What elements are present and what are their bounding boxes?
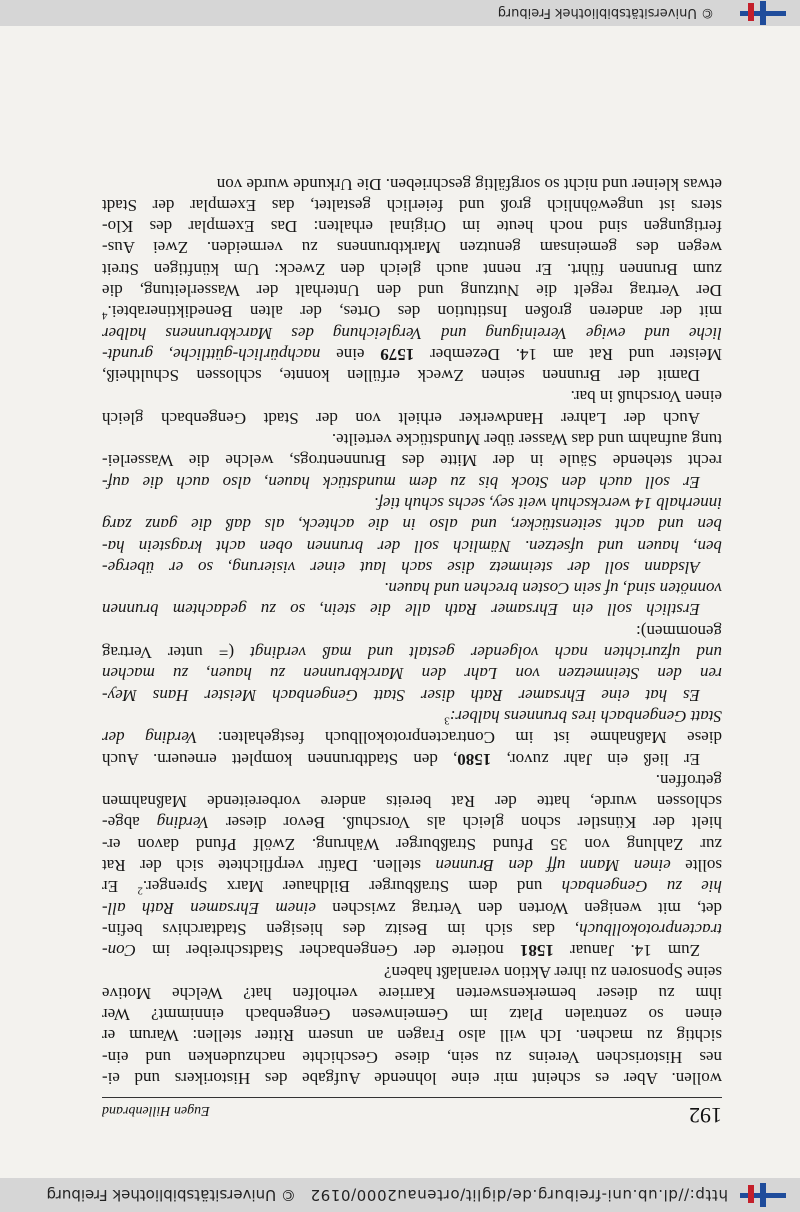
copyright-notice-bottom: © Universitätsbibliothek Freiburg — [497, 5, 714, 21]
text-run: getroffen. — [655, 770, 722, 790]
text-line — [102, 344, 722, 365]
text-run: hielt der Künstler schon gleich als Vorschuß. Bevor dieser — [208, 813, 722, 833]
text-line — [102, 919, 722, 940]
text-run: Er ließ ein Jahr zuvor, — [491, 749, 700, 769]
text-run: tractenprotokollbuch — [579, 919, 722, 939]
text-run: und ufzurichten nach volgender gestalt und maß verdingt — [250, 643, 722, 663]
text-run: einem Ehrsamen Rath all- — [102, 898, 317, 918]
text-line — [102, 408, 722, 429]
text-run: Alsdann soll der steinmetz dise sach laut einer visierung, so er übergе- — [102, 557, 700, 577]
text-run: ren den Steinmetzen von Lahr den Marckbrunnen zu hauen, zu machen — [102, 664, 722, 684]
text-run: Statt Gengenbach ires brunnens halber: — [449, 706, 722, 726]
text-line — [102, 727, 722, 748]
text-run: genommen): — [636, 621, 722, 641]
text-run: Verding — [156, 813, 209, 833]
text-line — [102, 258, 722, 279]
text-run: nachpürlich-güttliche, grundt- — [102, 344, 321, 364]
text-run: hie zu Gengenbach — [561, 877, 722, 897]
running-head: Eugen Hillenbrand — [102, 1103, 210, 1118]
text-run: einen so zentralen Platz im Gemeinwesen Gengenbach einnimmt? Wer — [102, 1005, 722, 1025]
ub-freiburg-logo-icon — [740, 0, 786, 27]
text-line — [102, 961, 722, 982]
text-run: etwas kleiner und nicht so sorgfältig geschrieben. Die Urkunde wurde von — [216, 174, 722, 194]
text-run: 1581 — [519, 941, 554, 961]
text-line — [102, 322, 722, 343]
text-line — [102, 1068, 722, 1089]
text-run: ben, hauen und ufsetzen. Nämlich soll der brunnen oben acht kragstein ha- — [102, 536, 722, 556]
footnote-ref: 2 — [137, 884, 143, 897]
text-line — [102, 1004, 722, 1025]
text-line — [102, 684, 722, 705]
text-run: ben und acht seitenstücker, und also in die achteck, als daß die ganz zarg — [102, 515, 722, 535]
text-run: Con- — [102, 941, 136, 961]
text-line — [102, 471, 722, 492]
footnote-ref: 4 — [102, 309, 108, 322]
text-line — [102, 599, 722, 620]
page-number: 192 — [689, 1103, 722, 1128]
text-run: Damit der Brunnen seinen Zweck erfüllen konnte, schlossen Schultheiß, — [102, 366, 700, 386]
text-line — [102, 1025, 722, 1046]
text-run: (= unter Vertrag — [102, 643, 251, 663]
text-run: einen Mann uff den Brunnen — [435, 856, 671, 876]
text-line — [102, 812, 722, 833]
text-run: , den Stadtbrunnen komplett erneuern. Auch — [101, 749, 458, 769]
text-line — [102, 620, 722, 641]
text-line — [102, 791, 722, 812]
text-run: liche und ewige Vereinigung und Vergleichung des Marckbrunnens halber — [102, 323, 722, 343]
text-line — [102, 642, 722, 663]
text-line — [102, 770, 722, 791]
text-line — [102, 386, 722, 407]
text-run: zur Zahlung von 35 Pfund Straßburger Währung. Zwölf Pfund davon er- — [102, 834, 722, 854]
ub-freiburg-logo-icon — [740, 1181, 786, 1209]
viewer-top-bar — [0, 1178, 800, 1212]
text-line — [102, 983, 722, 1004]
text-line — [102, 706, 722, 727]
text-line — [102, 855, 722, 876]
book-page — [102, 173, 722, 1128]
text-run: vonnöten sind, uf sein Costen brechen und hauen. — [384, 579, 722, 599]
text-run: Zum 14. Januar — [553, 941, 700, 961]
text-run: zum Brunnen führt. Er nennt auch gleich den Zweck: Um künftigen Streit — [102, 259, 722, 279]
text-run: Es hat eine Ehrsamer Rath diser Statt Gengenbach Meister Hans Mey- — [102, 685, 700, 705]
text-line — [102, 833, 722, 854]
text-line — [102, 748, 722, 769]
text-run: stellen. Dafür verpflichtete sich der Rat — [102, 856, 436, 876]
body-text — [102, 173, 722, 1089]
text-line — [102, 493, 722, 514]
text-run: tung aufnahm und das Wasser über Mundstücke verteilte. — [331, 430, 722, 450]
text-line — [102, 301, 722, 322]
text-run: fertigungen sind noch heute im Original erhalten: Das Exemplar des Klo- — [102, 217, 722, 237]
text-line — [102, 216, 722, 237]
text-run: eine — [320, 344, 381, 364]
text-line — [102, 557, 722, 578]
text-run: wegen des gemeinsam genutzen Marktbrunnens zu vermeiden. Zwei Aus- — [102, 238, 722, 258]
text-run: diese Maßnahme ist im Contractenprotokollbuch festgehalten: — [197, 728, 722, 748]
text-run: seine Sponsoren zu ihrer Aktion veranlaßt haben? — [383, 962, 722, 982]
text-run: und dem Straßburger Bildhauer Marx Sprenger. — [142, 877, 562, 897]
text-line — [102, 280, 722, 301]
text-line — [102, 578, 722, 599]
text-line — [102, 940, 722, 961]
text-run: Meister und Rat am 14. Dezember — [414, 344, 722, 364]
text-line — [102, 173, 722, 194]
text-run: 1579 — [380, 344, 415, 364]
text-run: nes Historischen Vereins zu sein, diese Geschichte nachzudenken und ein- — [102, 1047, 722, 1067]
text-run: sollte — [670, 856, 722, 876]
text-run: wollen. Aber es scheint mir eine lohnende Aufgabe des Historikers und ei- — [102, 1069, 722, 1088]
text-line — [102, 535, 722, 556]
text-line — [102, 514, 722, 535]
text-run: det, mit wenigen Worten den Vertrag zwischen — [316, 898, 722, 918]
text-run: innerhalb 14 werckschuh weit sey, sechs schuh tief. — [374, 493, 722, 513]
text-run: , das sich im Besitz des hiesigen Stadtarchivs befin- — [102, 919, 580, 939]
text-run: sichtig zu machen. Ich will also Fragen an unsern Ritter stellen: Warum er — [102, 1026, 722, 1046]
text-run: recht stehende Säule in der Mitte des Brunnentrogs, welche die Wasserlei- — [102, 451, 722, 471]
text-line — [102, 1046, 722, 1067]
text-line — [102, 450, 722, 471]
viewer-bottom-bar — [0, 0, 800, 26]
text-run: schlossen wurde, hatte der Rat bereits andere vorbereitende Maßnahmen — [102, 792, 722, 812]
text-run: notierte der Gengenbacher Stadtschreiber im — [136, 941, 520, 961]
text-run: abge- — [102, 813, 157, 833]
text-run: Verding der — [102, 728, 198, 748]
text-run: einen Vorschuß in bar. — [570, 387, 722, 407]
text-line — [102, 897, 722, 918]
scanned-page — [0, 26, 800, 1178]
text-run: Er soll auch den Stock bis zu dem mundstück hauen, also auch die auf- — [102, 472, 700, 492]
text-run: sters ist ungewöhnlich groß und feierlich gestaltet, das Exemplar der Stadt — [102, 195, 722, 215]
text-run: 1580 — [457, 749, 492, 769]
page-url[interactable]: http://dl.ub.uni-freiburg.de/diglit/ortenau2000/0192 — [309, 1186, 728, 1204]
text-line — [102, 195, 722, 216]
page-header — [102, 1097, 722, 1128]
text-run: mit der anderen großen Institution des Ortes, der alten Benediktinerabtei. — [107, 302, 722, 322]
text-run: Auch der Lahrer Handwerker erhielt von der Stadt Gengenbach gleich — [102, 408, 700, 428]
text-line — [102, 237, 722, 258]
text-line — [102, 429, 722, 450]
text-line — [102, 876, 722, 897]
text-run: Er — [102, 877, 138, 897]
text-line — [102, 663, 722, 684]
text-run: ihm zu dieser bemerkenswerten Karriere verholfen hat? Welche Motive — [102, 983, 722, 1003]
text-run: Erstlich soll ein Ehrsamer Rath alle die stein, so zu gedachtem brunnen — [102, 600, 700, 620]
copyright-notice: © Universitätsbibliothek Freiburg — [46, 1186, 296, 1204]
footnote-ref: 3 — [444, 714, 450, 727]
text-run: Der Vertrag regelt die Nutzung und den Unterhalt der Wasserleitung, die — [102, 281, 722, 301]
text-line — [102, 365, 722, 386]
